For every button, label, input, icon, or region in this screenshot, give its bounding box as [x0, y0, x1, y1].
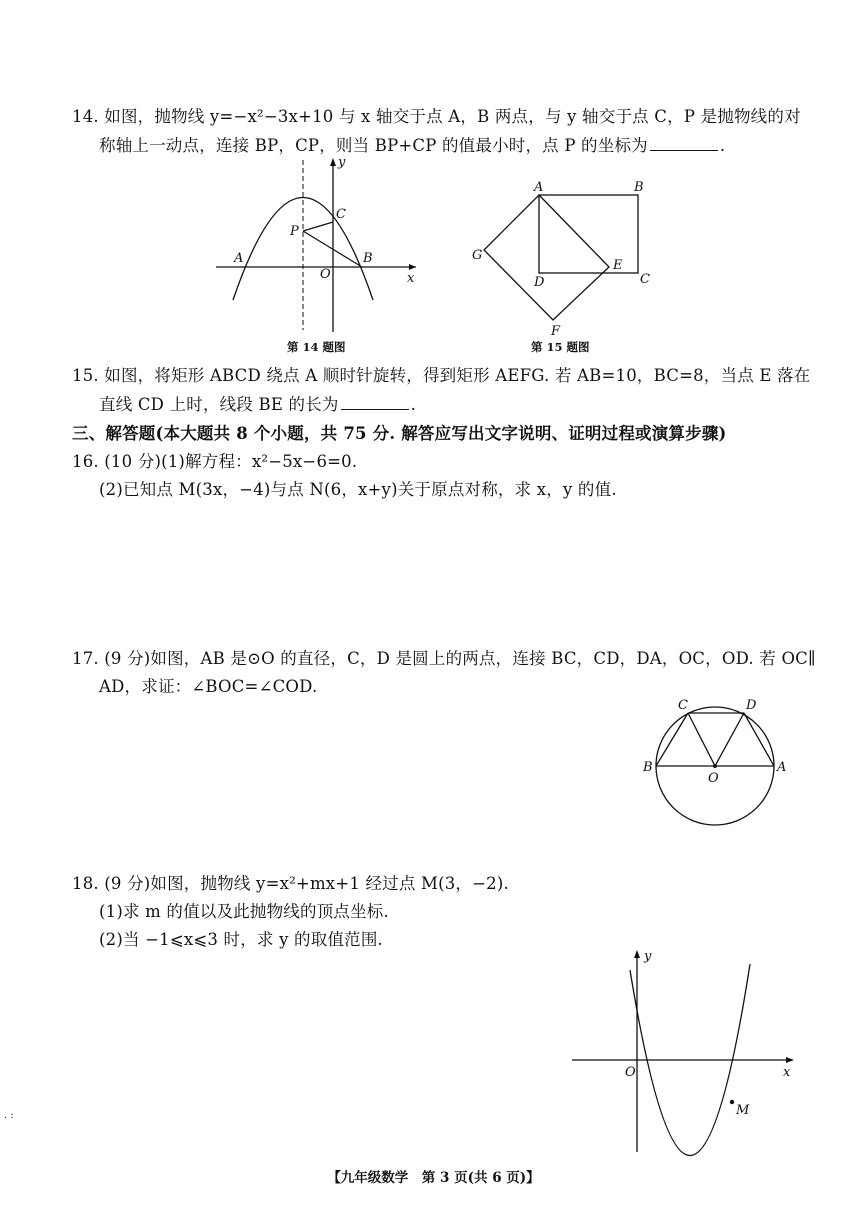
q14-answer-blank — [650, 136, 718, 151]
segment-bc — [656, 713, 688, 766]
label-e: E — [613, 258, 623, 273]
label-c: C — [640, 272, 650, 287]
label-c: C — [336, 207, 346, 222]
rectangle-abcd — [539, 195, 638, 273]
q15-line2-text: 直线 CD 上时，线段 BE 的长为 — [99, 395, 339, 414]
figure-14 — [210, 150, 425, 335]
label-m: M — [736, 1103, 750, 1118]
section-3-heading: 三、解答题(本大题共 8 个小题，共 75 分. 解答应写出文字说明、证明过程或演算步骤) — [72, 424, 727, 443]
label-b: B — [363, 251, 373, 266]
label-a: A — [777, 760, 787, 775]
figure-14-caption: 第 14 题图 — [287, 340, 346, 354]
label-b: B — [643, 760, 653, 775]
label-a: A — [234, 251, 244, 266]
center-point — [713, 764, 717, 768]
q16-line2: (2)已知点 M(3x，−4)与点 N(6，x+y)关于原点对称，求 x，y 的值. — [99, 480, 617, 499]
q14-line1: 14. 如图，抛物线 y=−x²−3x+10 与 x 轴交于点 A，B 两点，与 y 轴交于点 C，P 是抛物线的对 — [72, 107, 801, 126]
rectangle-aefg — [484, 195, 609, 320]
figure-17 — [640, 695, 795, 830]
q15-answer-blank — [341, 395, 409, 410]
q18-line2: (1)求 m 的值以及此抛物线的顶点坐标. — [99, 902, 389, 921]
x-axis-arrow — [786, 1057, 794, 1063]
label-d: D — [746, 698, 757, 713]
q18-line1: 18. (9 分)如图，抛物线 y=x²+mx+1 经过点 M(3，−2). — [72, 874, 509, 893]
q15-line2 — [99, 391, 416, 415]
q17-line1: 17. (9 分)如图，AB 是⊙O 的直径，C，D 是圆上的两点，连接 BC，CD，DA，OC，OD. 若 OC∥ — [72, 649, 816, 668]
figure-18 — [570, 942, 800, 1162]
q15-line1: 15. 如图，将矩形 ABCD 绕点 A 顺时针旋转，得到矩形 AEFG. 若 AB=10，BC=8，当点 E 落在 — [72, 366, 811, 385]
q18-line3: (2)当 −1⩽x⩽3 时，求 y 的取值范围. — [99, 930, 383, 949]
label-c: C — [678, 698, 688, 713]
q14-line2-end: . — [719, 136, 726, 155]
label-a: A — [534, 180, 544, 195]
segment-oc — [688, 713, 715, 766]
y-axis-arrow — [330, 158, 336, 166]
label-y: y — [338, 155, 346, 170]
q17-line2: AD，求证：∠BOC=∠COD. — [99, 677, 318, 696]
segment-da — [744, 713, 774, 766]
label-f: F — [551, 324, 561, 339]
margin-dots: . : — [4, 1110, 14, 1121]
label-o: O — [320, 267, 331, 282]
label-d: D — [534, 275, 545, 290]
segment-pc — [303, 222, 333, 231]
point-m — [730, 1100, 734, 1104]
page-footer: 【九年级数学 第 3 页(共 6 页)】 — [327, 1170, 540, 1186]
x-axis-arrow — [409, 264, 416, 270]
q14-line2-text: 称轴上一动点，连接 BP，CP，则当 BP+CP 的值最小时，点 P 的坐标为 — [99, 136, 648, 155]
q16-line1: 16. (10 分)(1)解方程：x²−5x−6=0. — [72, 452, 358, 471]
figure-15-caption: 第 15 题图 — [531, 340, 590, 354]
label-o: O — [708, 771, 719, 786]
label-p: P — [290, 224, 299, 239]
q15-line2-end: . — [410, 395, 417, 414]
figure-15 — [468, 178, 663, 340]
label-x: x — [407, 271, 415, 286]
y-axis-arrow — [634, 950, 640, 958]
label-o: O — [625, 1065, 636, 1080]
label-y: y — [644, 949, 652, 964]
label-x: x — [783, 1065, 791, 1080]
label-b: B — [634, 180, 644, 195]
label-g: G — [472, 248, 483, 263]
segment-od — [715, 713, 744, 766]
